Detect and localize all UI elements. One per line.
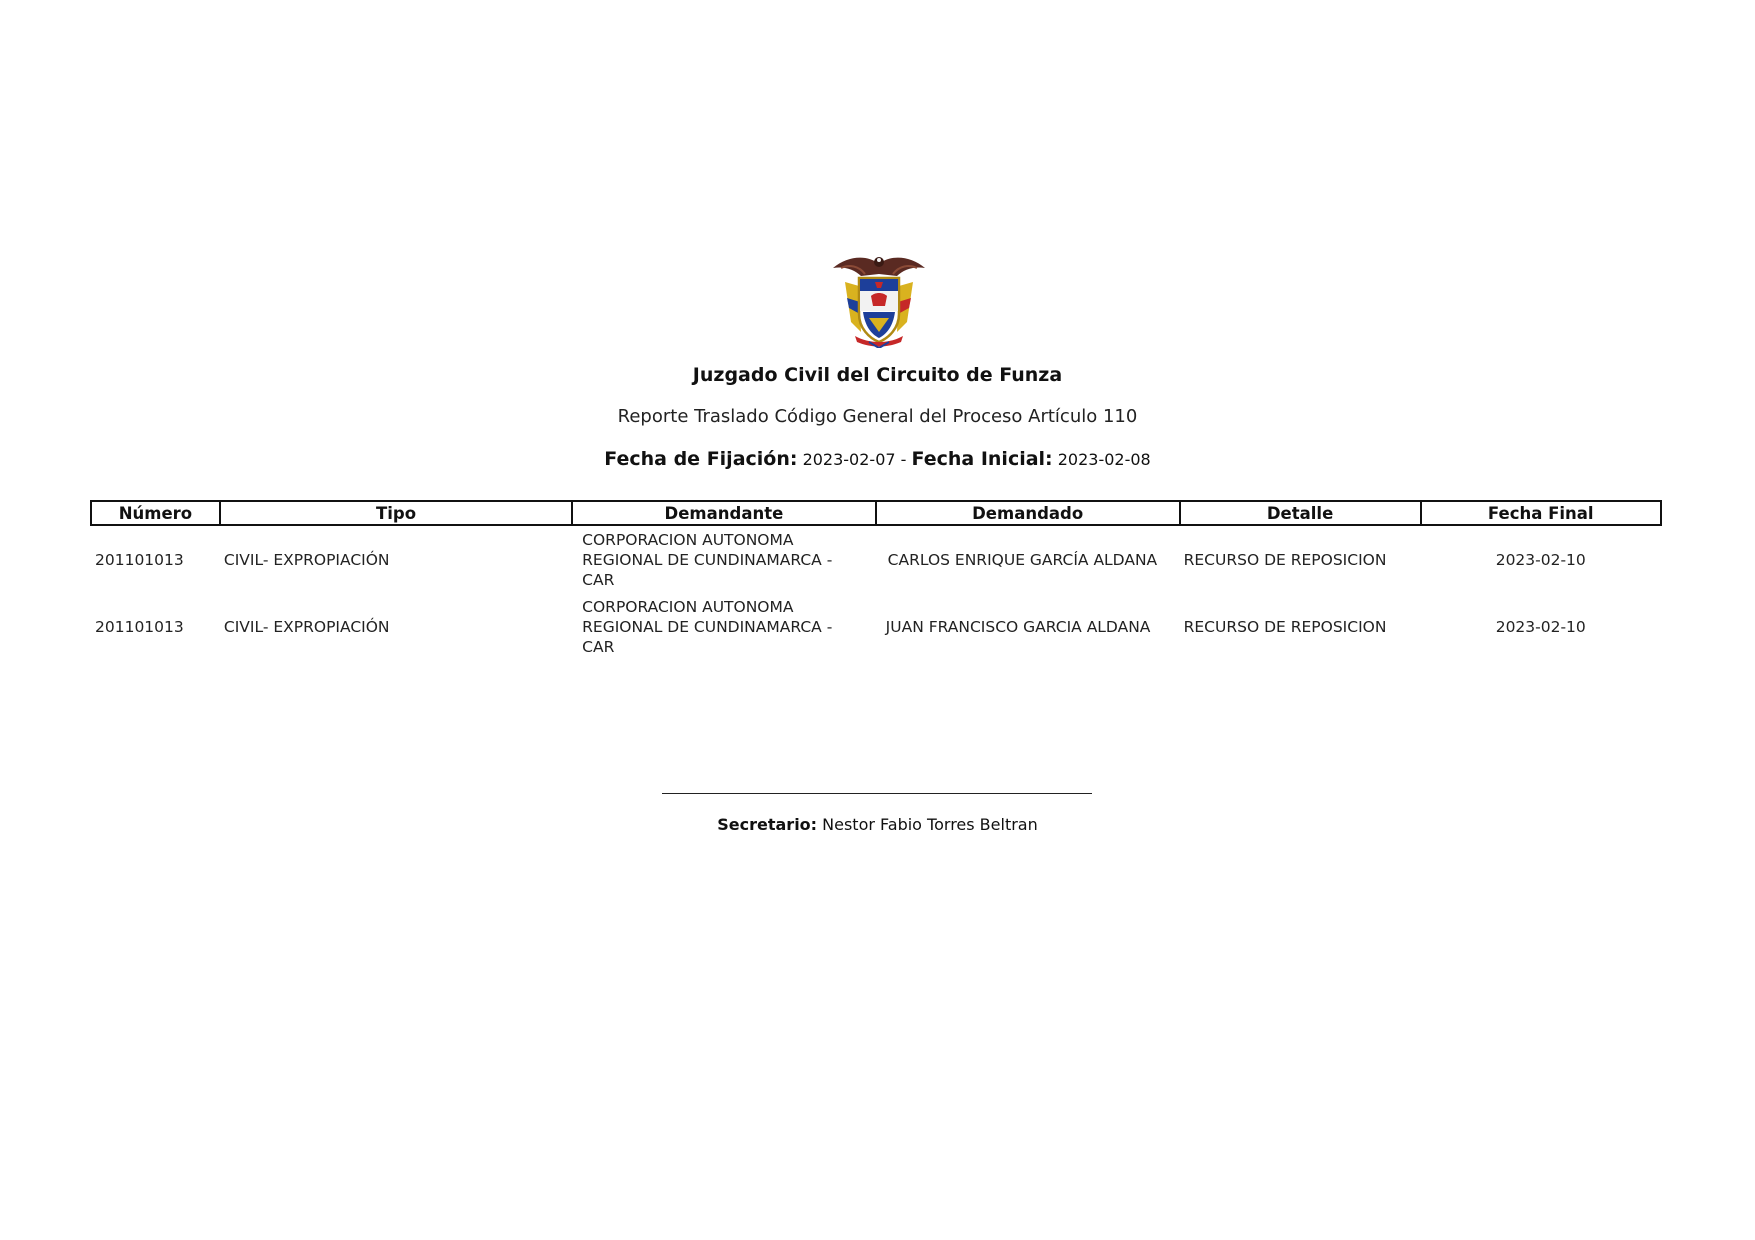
column-header-demandante: Demandante <box>572 501 876 525</box>
secretary-signature <box>0 815 1755 834</box>
column-header-numero: Número <box>91 501 220 525</box>
colombia-coat-of-arms-icon <box>829 252 929 348</box>
cell-tipo: CIVIL- EXPROPIACIÓN <box>223 550 390 569</box>
fijacion-value: 2023-02-07 <box>802 450 896 469</box>
cell-demandado: CARLOS ENRIQUE GARCÍA ALDANA <box>887 550 1158 569</box>
column-header-detalle: Detalle <box>1180 501 1421 525</box>
table-row <box>91 593 1661 660</box>
secretary-name: Nestor Fabio Torres Beltran <box>822 815 1038 834</box>
column-header-fecha-final: Fecha Final <box>1421 501 1662 525</box>
signature-line <box>662 793 1092 794</box>
dates-line <box>0 448 1755 470</box>
traslado-table <box>90 500 1662 660</box>
column-header-demandado: Demandado <box>876 501 1180 525</box>
table-row <box>91 525 1661 593</box>
table-header-row <box>91 501 1661 525</box>
cell-detalle: RECURSO DE REPOSICION <box>1183 617 1387 636</box>
inicial-label: Fecha Inicial: <box>911 448 1053 470</box>
inicial-value: 2023-02-08 <box>1057 450 1151 469</box>
court-name: Juzgado Civil del Circuito de Funza <box>692 364 1063 386</box>
secretary-label: Secretario: <box>717 815 818 834</box>
cell-numero: 201101013 <box>95 550 184 569</box>
fijacion-label: Fecha de Fijación: <box>604 448 798 470</box>
cell-demandante: CORPORACION AUTONOMA REGIONAL DE CUNDINAMARCA - CAR <box>582 530 833 589</box>
cell-fecha-final: 2023-02-10 <box>1495 550 1586 569</box>
cell-tipo: CIVIL- EXPROPIACIÓN <box>223 617 390 636</box>
date-separator: - <box>900 450 907 469</box>
column-header-tipo: Tipo <box>220 501 572 525</box>
cell-detalle: RECURSO DE REPOSICION <box>1183 550 1387 569</box>
cell-demandante: CORPORACION AUTONOMA REGIONAL DE CUNDINAMARCA - CAR <box>582 597 833 656</box>
cell-numero: 201101013 <box>95 617 184 636</box>
cell-demandado: JUAN FRANCISCO GARCIA ALDANA <box>885 617 1151 636</box>
cell-fecha-final: 2023-02-10 <box>1495 617 1586 636</box>
report-title: Reporte Traslado Código General del Proceso Artículo 110 <box>617 406 1138 427</box>
